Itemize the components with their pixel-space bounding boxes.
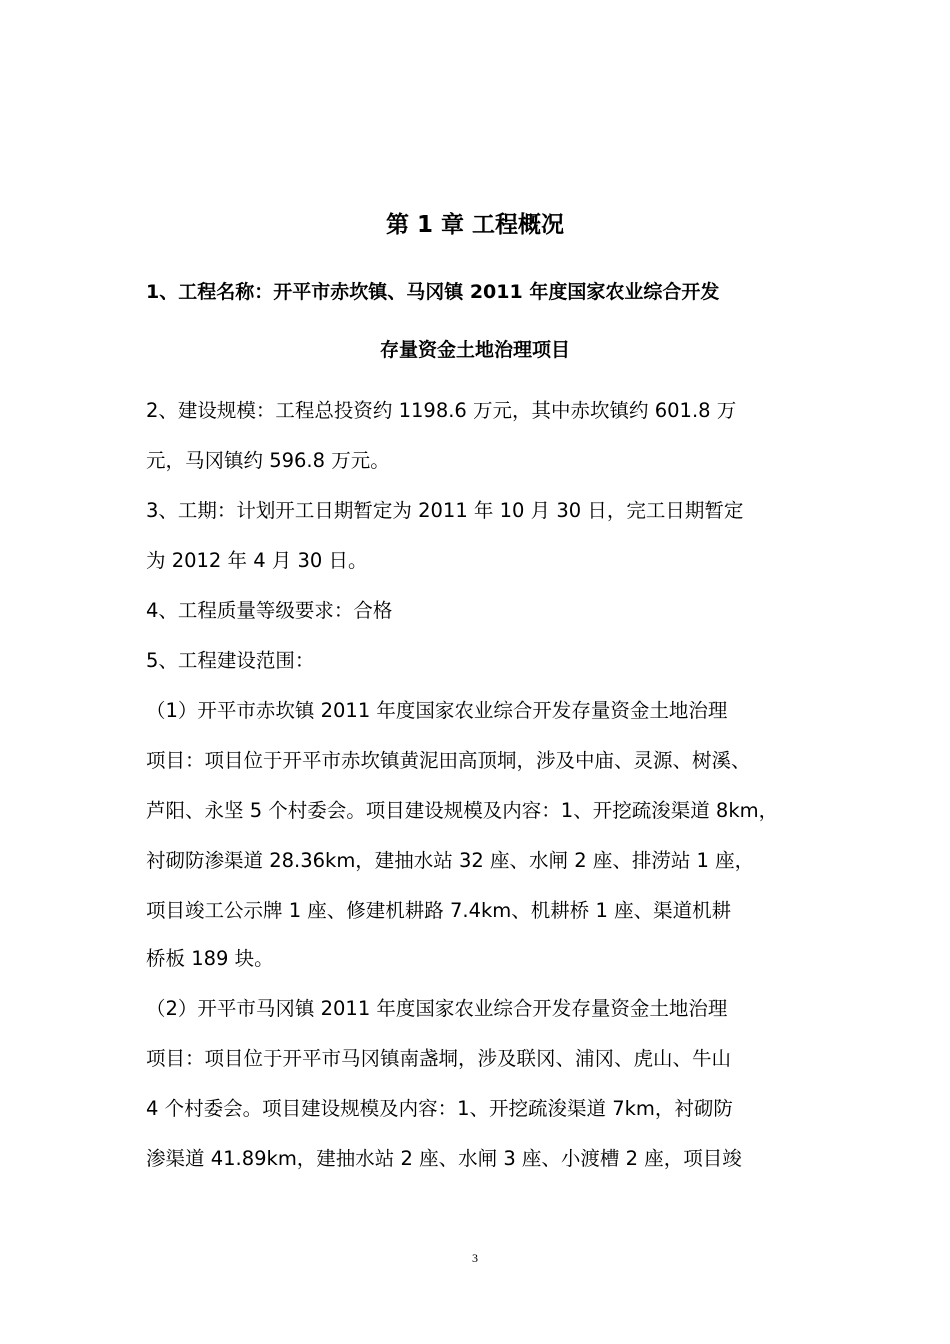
body-line: 5、工程建设范围： <box>146 649 315 672</box>
body-line: 芦阳、永坚 5 个村委会。项目建设规模及内容：1、开挖疏浚渠道 8km， <box>146 799 779 822</box>
body-line: 项目：项目位于开平市赤坎镇黄泥田高顶垌，涉及中庙、灵源、树溪、 <box>146 749 751 772</box>
body-line: 项目竣工公示牌 1 座、修建机耕路 7.4km、机耕桥 1 座、渠道机耕 <box>146 899 732 922</box>
section-title-line-1: 1、工程名称：开平市赤坎镇、马冈镇 2011 年度国家农业综合开发 <box>146 281 720 303</box>
chapter-title: 第 1 章 工程概况 <box>385 212 565 238</box>
body-line: 3、工期：计划开工日期暂定为 2011 年 10 月 30 日，完工日期暂定 <box>146 499 744 522</box>
body-line: 为 2012 年 4 月 30 日。 <box>146 549 368 572</box>
body-line: 4、工程质量等级要求：合格 <box>146 599 393 622</box>
section-title-line-2: 存量资金土地治理项目 <box>379 339 570 361</box>
body-line: 桥板 189 块。 <box>146 947 274 970</box>
page-number: 3 <box>472 1251 478 1265</box>
body-line: 项目：项目位于开平市马冈镇南盏垌，涉及联冈、浦冈、虎山、牛山 <box>146 1047 732 1070</box>
body-line: 渗渠道 41.89km，建抽水站 2 座、水闸 3 座、小渡槽 2 座，项目竣 <box>146 1147 742 1170</box>
body-line: 元，马冈镇约 596.8 万元。 <box>146 449 390 472</box>
body-line: 4 个村委会。项目建设规模及内容：1、开挖疏浚渠道 7km，衬砌防 <box>146 1097 733 1120</box>
body-line: （1）开平市赤坎镇 2011 年度国家农业综合开发存量资金土地治理 <box>146 699 728 722</box>
body-line: 2、建设规模：工程总投资约 1198.6 万元，其中赤坎镇约 601.8 万 <box>146 399 737 422</box>
body-line: （2）开平市马冈镇 2011 年度国家农业综合开发存量资金土地治理 <box>146 997 728 1020</box>
body-line: 衬砌防渗渠道 28.36km，建抽水站 32 座、水闸 2 座、排涝站 1 座， <box>146 849 755 872</box>
